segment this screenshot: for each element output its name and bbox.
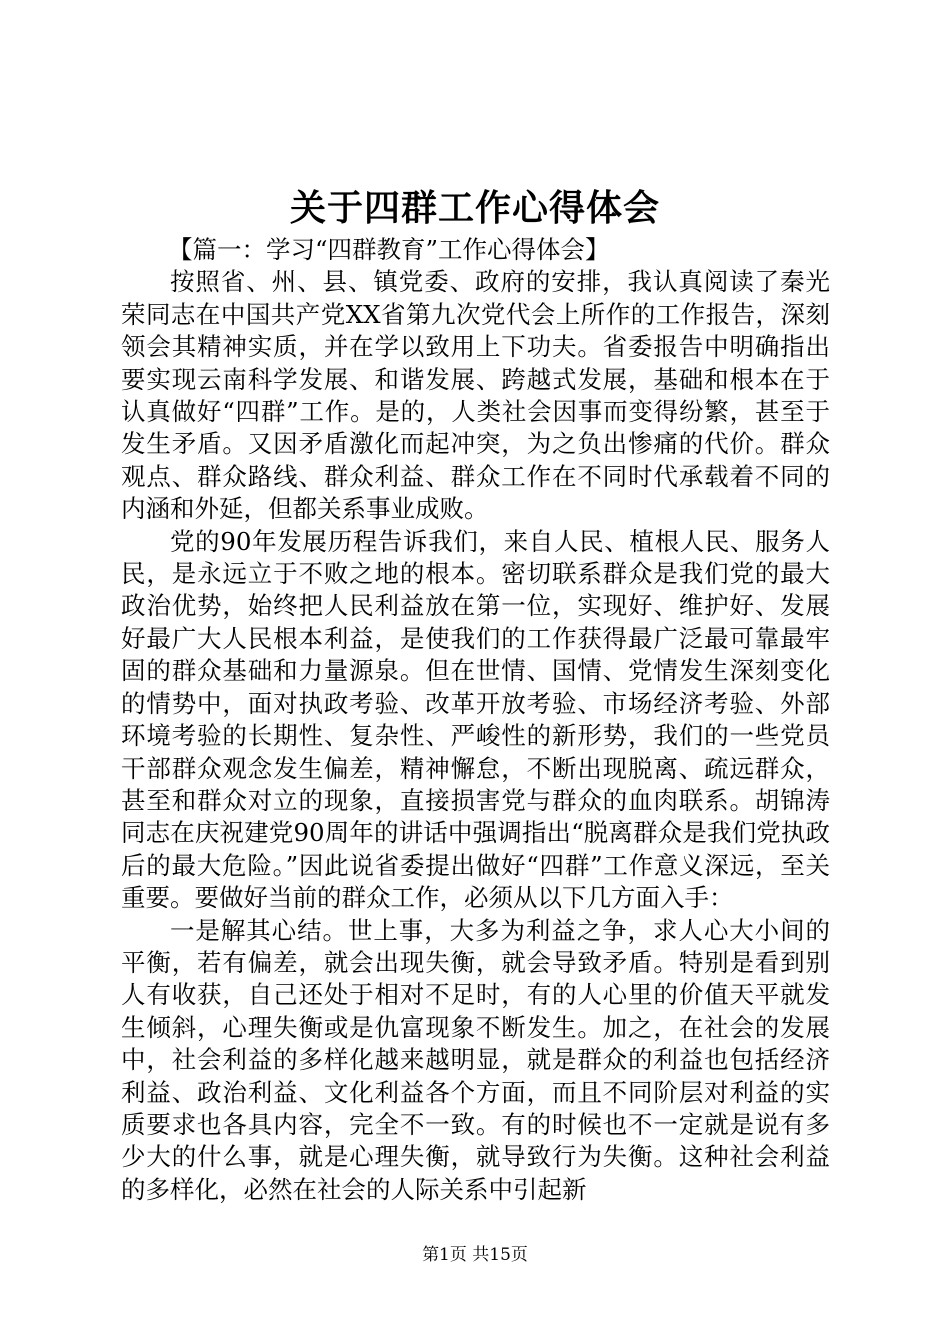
document-title: 关于四群工作心得体会 <box>289 187 660 229</box>
paragraph-2: 党的90年发展历程告诉我们，来自人民、植根人民、服务人民，是永远立于不败之地的根本。密切联系群众是我们党的最大政治优势，始终把人民利益放在第一位，实现好、维护好、发展好最广大人民根本利益，是使我们的工作获得最广泛最可靠最牢固的群众基础和力量源泉。但在世情、国情、党情发生深刻变化的情势中，面对执政考验、改革开放考验、市场经济考验、外部环境考验的长期性、复杂性、严峻性的新形势，我们的一些党员干部群众观念发生偏差，精神懈怠，不断出现脱离、疏远群众，甚至和群众对立的现象，直接损害党与群众的血肉联系。胡锦涛同志在庆祝建党90周年的讲话中强调指出“脱离群众是我们党执政后的最大危险。”因此说省委提出做好“四群”工作意义深远，至关重要。要做好当前的群众工作，必须从以下几方面入手： <box>121 526 830 913</box>
paragraph-1: 按照省、州、县、镇党委、政府的安排，我认真阅读了秦光荣同志在中国共产党XX省第九次党代会上所作的工作报告，深刻领会其精神实质，并在学以致用上下功夫。省委报告中明确指出要实现云南科学发展、和谐发展、跨越式发展，基础和根本在于认真做好“四群”工作。是的，人类社会因事而变得纷繁，甚至于发生矛盾。又因矛盾激化而起冲突，为之负出惨痛的代价。群众观点、群众路线、群众利益、群众工作在不同时代承载着不同的内涵和外延，但都关系事业成败。 <box>121 267 830 524</box>
document-body <box>121 234 830 1206</box>
page-footer: 第1页 共15页 <box>422 1245 528 1265</box>
section-heading: 【篇一：学习“四群教育”工作心得体会】 <box>168 235 610 264</box>
paragraph-3: 一是解其心结。世上事，大多为利益之争，求人心大小间的平衡，若有偏差，就会出现失衡，就会导致矛盾。特别是看到别人有收获，自己还处于相对不足时，有的人心里的价值天平就发生倾斜，心理失衡或是仇富现象不断发生。加之，在社会的发展中，社会利益的多样化越来越明显，就是群众的利益也包括经济利益、政治利益、文化利益各个方面，而且不同阶层对利益的实质要求也各具内容，完全不一致。有的时候也不一定就是说有多少大的什么事，就是心理失衡，就导致行为失衡。这种社会利益的多样化，必然在社会的人际关系中引起新 <box>121 915 830 1204</box>
